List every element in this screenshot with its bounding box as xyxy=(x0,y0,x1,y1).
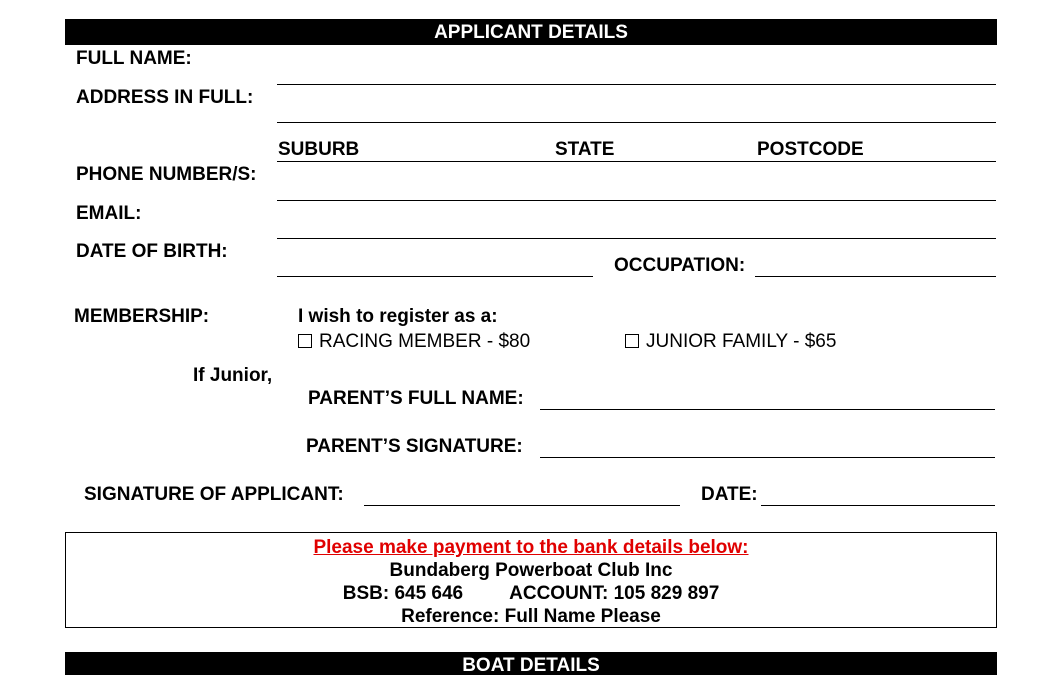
payment-details-box xyxy=(65,532,997,628)
payment-heading: Please make payment to the bank details below: xyxy=(313,537,749,558)
dob-label: DATE OF BIRTH: xyxy=(76,241,228,262)
junior-family-label: JUNIOR FAMILY - $65 xyxy=(646,331,837,352)
full-name-label: FULL NAME: xyxy=(76,48,192,69)
membership-intro: I wish to register as a: xyxy=(298,306,498,327)
if-junior-label: If Junior, xyxy=(193,365,273,386)
full-name-field[interactable] xyxy=(277,84,996,85)
suburb-state-postcode-field[interactable] xyxy=(277,161,996,162)
racing-member-option[interactable] xyxy=(298,331,530,353)
phone-field[interactable] xyxy=(277,200,996,201)
state-label: STATE xyxy=(555,139,615,160)
suburb-label: SUBURB xyxy=(278,139,360,160)
postcode-label: POSTCODE xyxy=(757,139,864,160)
junior-family-checkbox[interactable] xyxy=(625,334,639,348)
club-name: Bundaberg Powerboat Club Inc xyxy=(389,560,673,581)
account-number: ACCOUNT: 105 829 897 xyxy=(509,583,720,604)
parent-full-name-field[interactable] xyxy=(540,409,995,410)
occupation-label: OCCUPATION: xyxy=(614,255,746,276)
address-label: ADDRESS IN FULL: xyxy=(76,87,254,108)
payment-reference: Reference: Full Name Please xyxy=(401,606,661,627)
parent-full-name-label: PARENT’S FULL NAME: xyxy=(308,388,524,409)
email-field[interactable] xyxy=(277,238,996,239)
date-field[interactable] xyxy=(761,505,995,506)
applicant-signature-label: SIGNATURE OF APPLICANT: xyxy=(84,484,344,505)
date-label: DATE: xyxy=(701,484,758,505)
bsb-number: BSB: 645 646 xyxy=(342,583,464,604)
email-label: EMAIL: xyxy=(76,203,142,224)
parent-signature-label: PARENT’S SIGNATURE: xyxy=(306,436,523,457)
membership-label: MEMBERSHIP: xyxy=(74,306,210,327)
racing-member-label: RACING MEMBER - $80 xyxy=(319,331,531,352)
applicant-details-header: APPLICANT DETAILS xyxy=(65,19,997,45)
address-field[interactable] xyxy=(277,122,996,123)
junior-family-option[interactable] xyxy=(625,331,836,353)
racing-member-checkbox[interactable] xyxy=(298,334,312,348)
bank-numbers xyxy=(66,582,996,605)
occupation-field[interactable] xyxy=(755,276,996,277)
boat-details-header: BOAT DETAILS xyxy=(65,652,997,675)
parent-signature-field[interactable] xyxy=(540,457,995,458)
dob-field[interactable] xyxy=(277,276,593,277)
applicant-signature-field[interactable] xyxy=(364,505,680,506)
phone-label: PHONE NUMBER/S: xyxy=(76,164,257,185)
